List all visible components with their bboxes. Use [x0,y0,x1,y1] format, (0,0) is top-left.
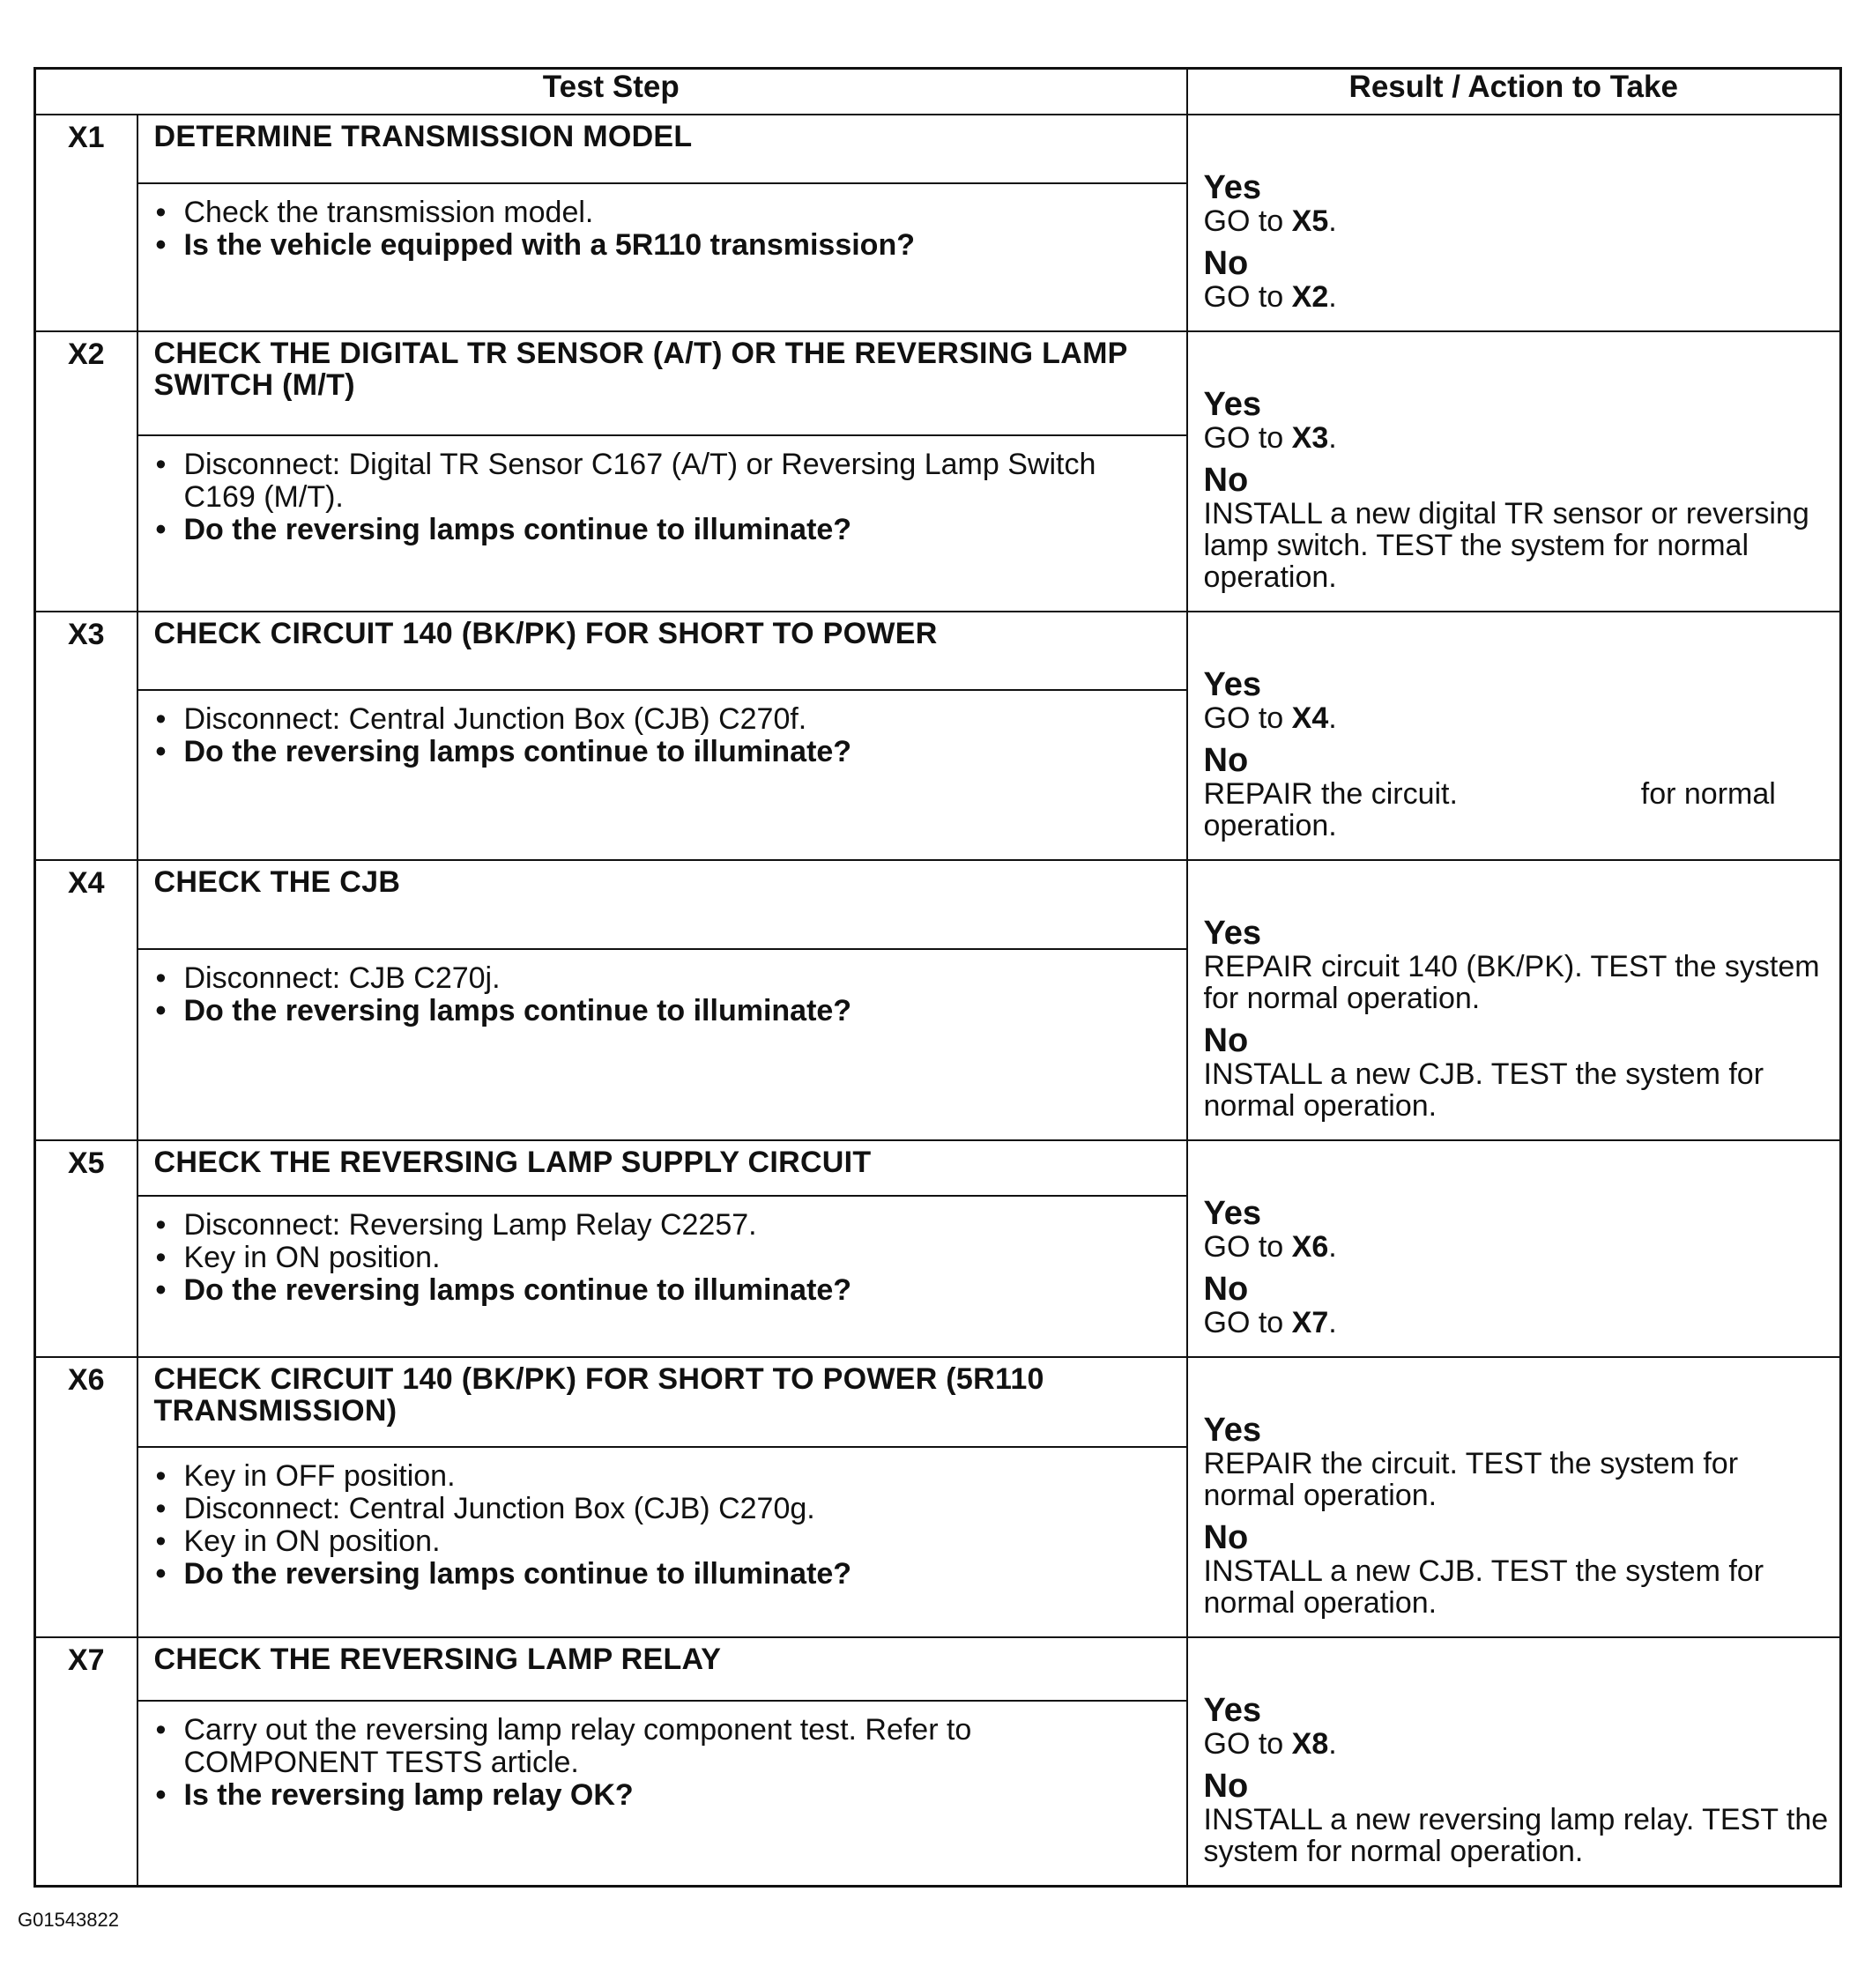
result-cell [1187,1140,1841,1357]
question-item: • Do the reversing lamps continue to illuminate? [184,736,1169,768]
result-action [1204,1231,1831,1263]
step-instructions [137,949,1187,1140]
step-reference: X5 [1291,204,1329,238]
instruction-item: • Disconnect: Digital TR Sensor C167 (A/T) or Reversing Lamp Switch C169 (M/T). [184,449,1169,514]
step-id: X6 [35,1357,137,1637]
step-reference: X4 [1291,701,1329,735]
yes-label: Yes [1203,1692,1262,1729]
no-label: No [1203,1519,1249,1556]
yes-label: Yes [1203,666,1262,703]
action-text: GO to [1203,204,1292,238]
result-header: Result / Action to Take [1187,69,1841,115]
instruction-list [138,436,1186,562]
result-cell [1187,612,1841,860]
result-action [1203,1803,1837,1868]
action-text: GO to [1203,1727,1292,1761]
no-label: No [1203,1271,1249,1308]
instruction-list [138,1448,1186,1606]
instruction-item: • Disconnect: CJB C270j. [184,962,1169,995]
step-reference: X8 [1291,1727,1329,1761]
result-action [1204,1728,1831,1760]
yes-label: Yes [1203,386,1262,423]
step-reference: X3 [1291,421,1329,455]
step-instructions [137,690,1187,860]
action-suffix: . [1328,204,1337,238]
question-item: • Do the reversing lamps continue to illuminate? [184,514,1169,546]
step-title: CHECK THE REVERSING LAMP RELAY [137,1637,1187,1701]
instruction-item: • Disconnect: Central Junction Box (CJB) C270g. [184,1493,1169,1525]
action-suffix: . [1328,701,1337,735]
result-action [1204,422,1831,454]
result-action [1204,1448,1831,1511]
action-text: GO to [1203,1230,1292,1264]
question-item: • Is the reversing lamp relay OK? [184,1779,1169,1812]
instruction-list [138,1702,1186,1828]
action-text: INSTALL a new CJB. TEST the system for normal operation. [1203,1554,1772,1620]
step-instructions [137,1701,1187,1886]
action-text: INSTALL a new CJB. TEST the system for normal operation. [1203,1057,1772,1123]
action-suffix: . [1328,280,1337,314]
no-label: No [1203,462,1249,499]
no-label: No [1203,1768,1249,1805]
figure-id: G01543822 [18,1909,119,1931]
result-action [1204,778,1831,842]
result-action [1204,1058,1831,1122]
yes-label: Yes [1203,1412,1262,1449]
action-suffix: . [1328,1727,1337,1761]
yes-label: Yes [1203,915,1262,952]
action-text: INSTALL a new reversing lamp relay. TEST the system for normal operation. [1203,1803,1837,1868]
action-text: GO to [1203,421,1292,455]
step-title-row [35,612,1841,690]
instruction-list [138,184,1186,278]
step-id: X2 [35,331,137,612]
question-item: • Do the reversing lamps continue to illuminate? [184,1558,1169,1591]
step-id: X1 [35,115,137,331]
table-body [35,115,1841,1887]
action-text: GO to [1203,1306,1292,1339]
step-id: X4 [35,860,137,1140]
result-cell [1187,115,1841,331]
action-text: REPAIR the circuit. TEST the system for normal operation. [1203,1447,1747,1512]
action-text: REPAIR the circuit. for normal operation. [1203,777,1785,842]
step-instructions [137,1196,1187,1357]
action-text: REPAIR circuit 140 (BK/PK). TEST the system for normal operation. [1203,950,1829,1015]
instruction-list [138,950,1186,1043]
table-header-row [35,69,1841,115]
step-instructions [137,1447,1187,1637]
question-item: • Is the vehicle equipped with a 5R110 transmission? [184,229,1169,262]
result-cell [1187,1357,1841,1637]
step-id: X7 [35,1637,137,1887]
step-title: DETERMINE TRANSMISSION MODEL [137,115,1187,183]
result-action [1204,281,1831,313]
result-action [1204,1307,1831,1339]
step-reference: X2 [1291,280,1329,314]
step-title: CHECK CIRCUIT 140 (BK/PK) FOR SHORT TO POWER [137,612,1187,690]
step-title-row [35,1357,1841,1447]
result-action [1204,205,1831,237]
step-title: CHECK THE DIGITAL TR SENSOR (A/T) OR THE REVERSING LAMP SWITCH (M/T) [137,331,1187,435]
no-label: No [1203,1022,1249,1059]
step-title-row [35,1140,1841,1196]
step-title: CHECK THE REVERSING LAMP SUPPLY CIRCUIT [137,1140,1187,1196]
action-suffix: . [1328,1306,1337,1339]
instruction-item: • Carry out the reversing lamp relay component test. Refer to COMPONENT TESTS article. [184,1714,1169,1779]
action-text: GO to [1203,280,1292,314]
diagnostic-table [33,67,1842,1888]
result-cell [1187,331,1841,612]
no-label: No [1203,742,1249,779]
instruction-item: • Key in OFF position. [184,1460,1169,1493]
test-step-header: Test Step [35,69,1187,115]
step-instructions [137,435,1187,612]
action-suffix: . [1328,421,1337,455]
instruction-list [138,1197,1186,1323]
step-title-row [35,860,1841,949]
instruction-item: • Disconnect: Central Junction Box (CJB) C270f. [184,703,1169,736]
result-action [1204,1555,1831,1619]
yes-label: Yes [1203,1195,1262,1232]
result-action [1204,702,1831,734]
step-title-row [35,1637,1841,1701]
step-title-row [35,331,1841,435]
step-reference: X7 [1291,1306,1329,1339]
step-title-row [35,115,1841,183]
step-title: CHECK THE CJB [137,860,1187,949]
question-item: • Do the reversing lamps continue to illuminate? [184,1274,1169,1307]
instruction-item: • Key in ON position. [184,1242,1169,1274]
step-reference: X6 [1291,1230,1329,1264]
instruction-item: • Disconnect: Reversing Lamp Relay C2257. [184,1209,1169,1242]
result-action [1204,951,1831,1014]
no-label: No [1203,245,1249,282]
question-item: • Do the reversing lamps continue to illuminate? [184,995,1169,1027]
instruction-item: • Key in ON position. [184,1525,1169,1558]
result-cell [1187,1637,1841,1887]
result-cell [1187,860,1841,1140]
yes-label: Yes [1203,169,1262,206]
step-id: X5 [35,1140,137,1357]
instruction-list [138,691,1186,784]
action-text: GO to [1203,701,1292,735]
step-instructions [137,183,1187,331]
action-text: INSTALL a new digital TR sensor or reversing lamp switch. TEST the system for normal operation. [1203,497,1818,594]
instruction-item: • Check the transmission model. [184,197,1169,229]
step-id: X3 [35,612,137,860]
action-suffix: . [1328,1230,1337,1264]
result-action [1204,498,1831,593]
step-title: CHECK CIRCUIT 140 (BK/PK) FOR SHORT TO POWER (5R110 TRANSMISSION) [137,1357,1187,1447]
